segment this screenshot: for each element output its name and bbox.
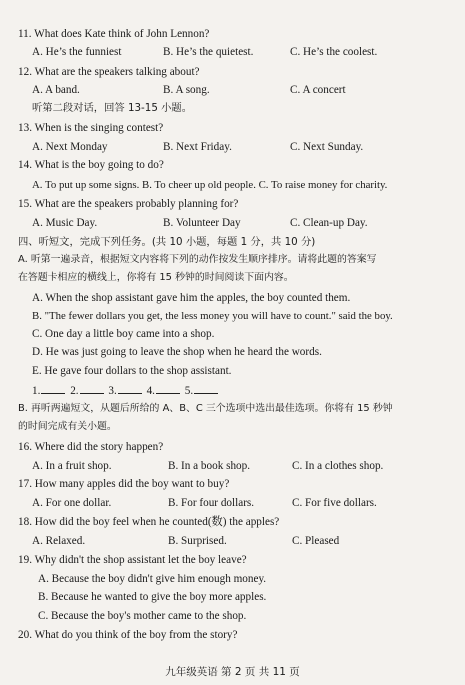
q16-option-b: B. In a book shop. bbox=[168, 460, 251, 472]
blank-label-1: 1. bbox=[32, 385, 41, 397]
q11-option-a: A. He’s the funniest bbox=[32, 46, 122, 58]
q19-option-a: A. Because the boy didn't give him enough money. bbox=[38, 573, 267, 585]
page-footer: 九年级英语 第 2 页 共 11 页 bbox=[165, 666, 300, 678]
answer-blank-1[interactable] bbox=[41, 383, 65, 394]
q18-option-c: C. Pleased bbox=[292, 535, 340, 547]
q18-option-a: A. Relaxed. bbox=[32, 535, 86, 547]
question-14-stem: 14. What is the boy going to do? bbox=[18, 159, 164, 171]
question-13-stem: 13. When is the singing contest? bbox=[18, 122, 164, 134]
q18-option-b: B. Surprised. bbox=[168, 535, 227, 547]
answer-blank-2[interactable] bbox=[80, 383, 104, 394]
answer-blanks-row bbox=[32, 383, 220, 398]
q14-options: A. To put up some signs. B. To cheer up old people. C. To raise money for charity. bbox=[32, 179, 388, 191]
section-2-instruction: 听第二段对话，回答 13-15 小题。 bbox=[32, 102, 193, 114]
question-15-stem: 15. What are the speakers probably planning for? bbox=[18, 198, 239, 210]
answer-blank-3[interactable] bbox=[118, 383, 142, 394]
q13-option-a: A. Next Monday bbox=[32, 141, 108, 153]
blank-label-3: 3. bbox=[108, 385, 117, 397]
question-16-stem: 16. Where did the story happen? bbox=[18, 441, 164, 453]
blank-label-4: 4. bbox=[146, 385, 155, 397]
q16-option-c: C. In a clothes shop. bbox=[292, 460, 384, 472]
q11-option-c: C. He’s the coolest. bbox=[290, 46, 378, 58]
question-17-stem: 17. How many apples did the boy want to buy? bbox=[18, 478, 230, 490]
question-11-stem: 11. What does Kate think of John Lennon? bbox=[18, 28, 210, 40]
answer-blank-4[interactable] bbox=[156, 383, 180, 394]
q12-option-b: B. A song. bbox=[163, 84, 210, 96]
q17-option-c: C. For five dollars. bbox=[292, 497, 377, 509]
q17-option-b: B. For four dollars. bbox=[168, 497, 255, 509]
part-a-instruction-line2: 在答题卡相应的横线上，你将有 15 秒钟的时间阅读下面内容。 bbox=[18, 272, 294, 283]
q15-option-c: C. Clean-up Day. bbox=[290, 217, 368, 229]
part-4-heading: 四、听短文，完成下列任务。(共 10 小题，每题 1 分，共 10 分) bbox=[18, 236, 316, 248]
part-a-item-e: E. He gave four dollars to the shop assistant. bbox=[32, 365, 232, 377]
q12-option-c: C. A concert bbox=[290, 84, 346, 96]
part-b-instruction-line1: B. 再听两遍短文，从题后所给的 A、B、C 三个选项中选出最佳选项。你将有 15 秒钟 bbox=[18, 403, 393, 414]
part-a-item-b: B. "The fewer dollars you get, the less money you will have to count." said the boy. bbox=[32, 310, 393, 322]
part-a-item-a: A. When the shop assistant gave him the apples, the boy counted them. bbox=[32, 292, 351, 304]
question-20-stem: 20. What do you think of the boy from the story? bbox=[18, 629, 238, 641]
part-b-instruction-line2: 的时间完成有关小题。 bbox=[18, 421, 117, 432]
part-a-instruction-line1: A. 听第一遍录音，根据短文内容将下列的动作按发生顺序排序。请将此题的答案写 bbox=[18, 254, 377, 265]
part-a-item-c: C. One day a little boy came into a shop. bbox=[32, 328, 215, 340]
blank-label-2: 2. bbox=[70, 385, 79, 397]
q19-option-c: C. Because the boy's mother came to the shop. bbox=[38, 610, 247, 622]
q16-option-a: A. In a fruit shop. bbox=[32, 460, 112, 472]
q15-option-b: B. Volunteer Day bbox=[163, 217, 241, 229]
q19-option-b: B. Because he wanted to give the boy more apples. bbox=[38, 591, 267, 603]
blank-label-5: 5. bbox=[184, 385, 194, 397]
q13-option-b: B. Next Friday. bbox=[163, 141, 232, 153]
q12-option-a: A. A band. bbox=[32, 84, 80, 96]
q17-option-a: A. For one dollar. bbox=[32, 497, 112, 509]
part-a-item-d: D. He was just going to leave the shop when he heard the words. bbox=[32, 346, 322, 358]
q13-option-c: C. Next Sunday. bbox=[290, 141, 364, 153]
q15-option-a: A. Music Day. bbox=[32, 217, 98, 229]
answer-blank-5[interactable] bbox=[194, 383, 218, 394]
question-12-stem: 12. What are the speakers talking about? bbox=[18, 66, 200, 78]
question-19-stem: 19. Why didn't the shop assistant let the boy leave? bbox=[18, 554, 247, 566]
q11-option-b: B. He’s the quietest. bbox=[163, 46, 254, 58]
question-18-stem: 18. How did the boy feel when he counted(数) the apples? bbox=[18, 516, 280, 528]
